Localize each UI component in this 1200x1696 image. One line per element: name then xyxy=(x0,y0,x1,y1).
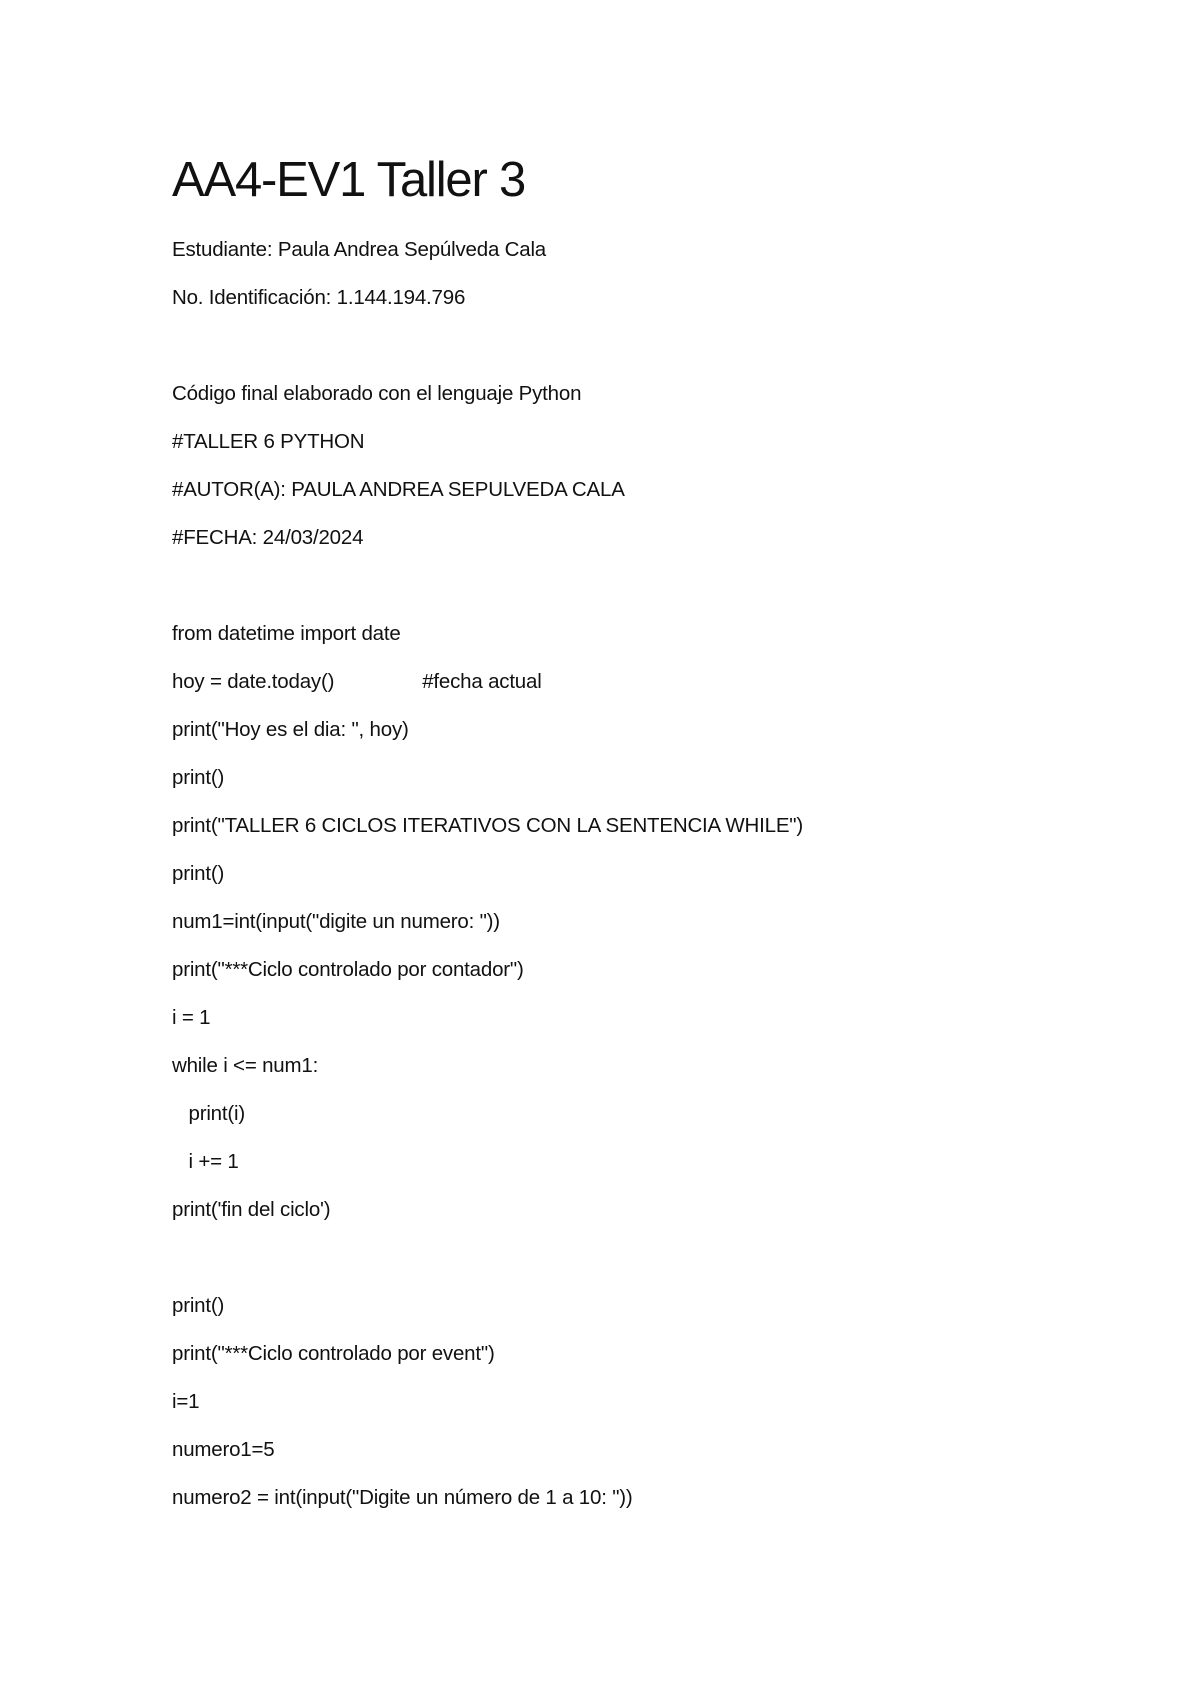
code-line: print(i) xyxy=(172,1102,245,1125)
student-line: Estudiante: Paula Andrea Sepúlveda Cala xyxy=(172,238,547,261)
code-line: numero2 = int(input("Digite un número de 1 a 10: ")) xyxy=(172,1486,633,1509)
blank-line xyxy=(172,1234,1132,1282)
intro-line: Código final elaborado con el lenguaje Python xyxy=(172,382,582,405)
blank-line xyxy=(172,562,1132,610)
code-line: print() xyxy=(172,766,225,789)
code-line: num1=int(input("digite un numero: ")) xyxy=(172,910,500,933)
code-line: i=1 xyxy=(172,1390,200,1413)
document-title: AA4-EV1 Taller 3 xyxy=(172,153,526,207)
header-comment-line: #FECHA: 24/03/2024 xyxy=(172,526,364,549)
blank-line xyxy=(172,322,1132,370)
code-line-import: from datetime import date xyxy=(172,622,401,645)
header-comment-line: #TALLER 6 PYTHON xyxy=(172,430,365,453)
code-line-hoy xyxy=(172,658,1132,706)
code-hoy-comment: #fecha actual xyxy=(422,670,542,693)
code-line: print() xyxy=(172,1294,225,1317)
code-line: print("TALLER 6 CICLOS ITERATIVOS CON LA SENTENCIA WHILE") xyxy=(172,814,804,837)
code-line: i += 1 xyxy=(172,1150,239,1173)
header-comment-line: #AUTOR(A): PAULA ANDREA SEPULVEDA CALA xyxy=(172,478,625,501)
code-line: i = 1 xyxy=(172,1006,211,1029)
code-line: print("***Ciclo controlado por contador") xyxy=(172,958,524,981)
document-content xyxy=(172,150,1132,1522)
code-line: print("Hoy es el dia: ", hoy) xyxy=(172,718,409,741)
code-hoy-statement: hoy = date.today() xyxy=(172,670,335,693)
code-line: print() xyxy=(172,862,225,885)
code-line: numero1=5 xyxy=(172,1438,275,1461)
code-line: while i <= num1: xyxy=(172,1054,319,1077)
identification-line: No. Identificación: 1.144.194.796 xyxy=(172,286,466,309)
code-line: print("***Ciclo controlado por event") xyxy=(172,1342,495,1365)
code-line: print('fin del ciclo') xyxy=(172,1198,331,1221)
